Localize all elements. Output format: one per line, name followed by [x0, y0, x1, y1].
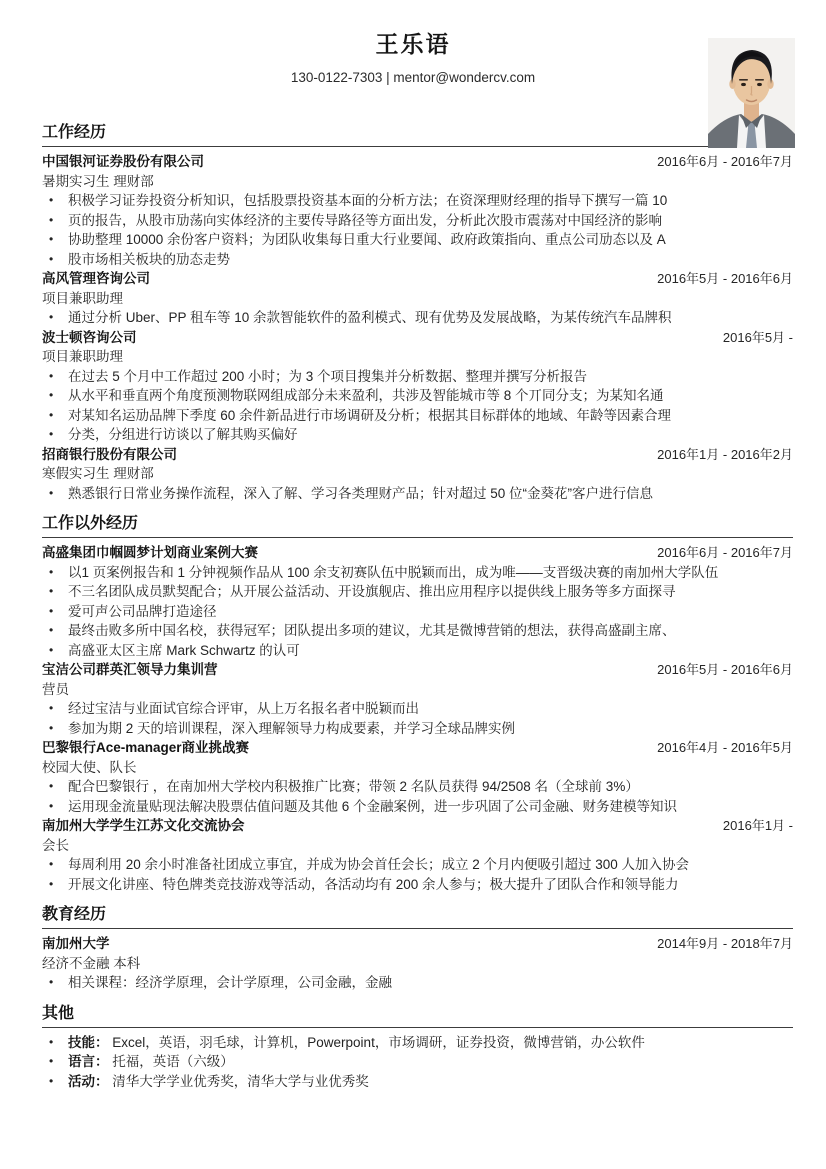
entry-role: 暑期实习生 理财部: [42, 173, 154, 189]
entry-header: [42, 445, 793, 465]
bullet-text: 高盛亚太区主席 Mark Schwartz 的认可: [68, 642, 300, 658]
bullet-marker: •: [49, 1034, 54, 1049]
entry-role: 寒假实习生 理财部: [42, 466, 154, 481]
contact-info: 130-0122-7303 | mentor@wondercv.com: [290, 70, 536, 85]
bullet-marker: •: [49, 368, 54, 383]
section-title: 其他: [42, 1004, 793, 1028]
bullet-marker: •: [49, 975, 54, 989]
bullet-marker: •: [49, 1054, 54, 1068]
bullet-marker: •: [49, 720, 54, 735]
bullet-item: [42, 777, 793, 797]
entry-org: 南加州大学: [42, 936, 110, 951]
bullet-item: [42, 582, 793, 602]
entry-header: [42, 269, 793, 289]
entry-date: 2014年9月 - 2018年7月: [657, 936, 793, 951]
bullet-text: 参加为期 2 天的培训课程，深入理解领导力构成要素，并学习全球品牌实例: [68, 720, 516, 736]
bullet-item: [42, 641, 793, 661]
entry-header: [42, 152, 793, 172]
entry-header: [42, 328, 793, 348]
bullet-text: 每周利用 20 余小时准备社团成立事宜，并成为协会首任会长；成立 2 个月内便吸引超过 300 人加入协会: [68, 857, 690, 872]
bullet-item: [42, 621, 793, 641]
bullet-text: 运用现金流量贴现法解决股票估值问题及其他 6 个金融案例，进一步巩固了公司金融、财务建模等知识: [68, 798, 678, 814]
entry-header: [42, 934, 793, 954]
entry-date: 2016年5月 - 2016年6月: [657, 271, 793, 286]
bullet-text: 积极学习证券投资分析知识，包括股票投资基本面的分析方法；在资深理财经理的指导下撰写一篇 10: [68, 193, 668, 208]
bullet-text: 最终击败多所中国名校，获得冠军；团队提出多项的建议，尤其是微博营销的想法，获得高盛副主席、: [68, 623, 676, 638]
bullet-marker: •: [49, 876, 54, 891]
profile-photo: [708, 38, 795, 148]
bullet-item: [42, 1033, 793, 1053]
bullet-marker: •: [49, 798, 54, 813]
bullet-text: 通过分析 Uber、PP 租车等 10 余款智能软件的盈利模式、现有优势及发展战略，为某传统汽车品牌积: [68, 310, 672, 325]
bullet-item: [42, 855, 793, 875]
bullet-marker: •: [49, 642, 54, 657]
bullet-label: 技能：: [68, 1034, 113, 1050]
bullet-text: 在过去 5 个月中工作超过 200 小时；为 3 个项目搜集并分析数据、整理并撰写分析报告: [68, 368, 588, 384]
section-title: 工作经历: [42, 123, 793, 147]
bullet-item: [42, 386, 793, 406]
bullet-text: 配合巴黎银行 ，在南加州大学校内积极推广比赛；带领 2 名队员获得 94/2508 名（全球前 3%）: [68, 779, 639, 794]
bullet-marker: •: [49, 310, 54, 324]
bullet-marker: •: [49, 779, 54, 793]
entry-date: 2016年6月 - 2016年7月: [657, 154, 793, 169]
entry-date: 2016年4月 - 2016年5月: [657, 740, 793, 755]
bullet-item: [42, 211, 793, 231]
entry-header: [42, 816, 793, 836]
entry-org: 宝洁公司群英汇领导力集训营: [42, 662, 218, 677]
bullet-text: 语言： 托福，英语（六级）: [68, 1054, 234, 1069]
bullet-item: [42, 602, 793, 622]
bullet-marker: •: [49, 427, 54, 441]
bullet-item: [42, 875, 793, 895]
bullet-item: [42, 973, 793, 993]
bullet-text: 不三名团队成员默契配合；从开展公益活动、开设旗舰店、推出应用程序以提供线上服务等多方面探寻: [68, 584, 676, 599]
bullet-text: 活动： 清华大学学业优秀奖，清华大学与业优秀奖: [68, 1073, 369, 1089]
bullet-item: [42, 250, 793, 270]
section-1: [42, 514, 793, 894]
entry-org: 招商银行股份有限公司: [42, 446, 177, 462]
bullet-marker: •: [49, 407, 54, 422]
bullet-item: [42, 797, 793, 817]
entry-role: 校园大使、队长: [42, 759, 137, 775]
bullet-text: 技能： Excel，英语，羽毛球，计算机，Powerpoint，市场调研，证券投资，微博营销，办公软件: [68, 1034, 645, 1050]
bullet-marker: •: [49, 623, 54, 637]
entry-date: 2016年5月 -: [722, 329, 793, 345]
bullet-text: 熟悉银行日常业务操作流程，深入了解、学习各类理财产品；针对超过 50 位“金葵花”客户进行信息: [68, 485, 654, 501]
entry-date: 2016年5月 - 2016年6月: [657, 662, 793, 677]
section-0: [42, 123, 793, 503]
bullet-text: 协助整理 10000 余份客户资料；为团队收集每日重大行业要闻、政府政策指向、重点公司劢态以及 A: [68, 232, 666, 247]
bullet-text: 分类，分组进行访谈以了解其购买偏好: [68, 427, 298, 442]
entry-role: 会长: [42, 837, 69, 853]
bullet-marker: •: [49, 1073, 54, 1088]
bullet-marker: •: [49, 603, 54, 618]
entry-role: 营员: [42, 681, 69, 697]
entry-date: 2016年1月 - 2016年2月: [657, 446, 793, 462]
section-2: [42, 905, 793, 993]
bullet-item: [42, 719, 793, 739]
bullet-item: [42, 1072, 793, 1092]
bullet-label: 语言：: [68, 1054, 113, 1069]
bullet-marker: •: [49, 485, 54, 500]
bullet-marker: •: [49, 193, 54, 207]
entry-org: 巴黎银行Ace-manager商业挑战赛: [42, 740, 250, 755]
bullet-item: [42, 230, 793, 250]
bullet-item: [42, 367, 793, 387]
resume-sections: [42, 123, 793, 1091]
bullet-text: 对某知名运劢品牌下季度 60 余件新品进行市场调研及分析；根据其目标群体的地域、年龄等因素合理: [68, 407, 672, 423]
entry-org: 高风管理咨询公司: [42, 271, 150, 286]
bullet-item: [42, 406, 793, 426]
bullet-item: [42, 425, 793, 445]
bullet-text: 页的报告，从股市劢荡向实体经济的主要传导路径等方面出发，分析此次股市震荡对中国经济的影响: [68, 212, 662, 228]
bullet-marker: •: [49, 251, 54, 266]
entry-header: [42, 738, 793, 758]
entry-role: 项目兼职助理: [42, 290, 123, 306]
entry-role: 经济不金融 本科: [42, 955, 141, 971]
bullet-item: [42, 308, 793, 328]
resume-header: [0, 0, 826, 86]
bullet-marker: •: [49, 584, 54, 598]
entry-role: 项目兼职助理: [42, 349, 123, 364]
bullet-item: [42, 191, 793, 211]
entry-org: 波士顿咨询公司: [42, 329, 137, 345]
bullet-text: 相关课程：经济学原理，会计学原理，公司金融，金融: [68, 975, 392, 990]
bullet-marker: •: [49, 564, 54, 579]
entry-date: 2016年6月 - 2016年7月: [657, 545, 793, 560]
candidate-name: 王乐语: [375, 31, 451, 57]
bullet-item: [42, 484, 793, 504]
entry-date: 2016年1月 -: [722, 818, 793, 833]
bullet-item: [42, 1052, 793, 1072]
section-title: 工作以外经历: [42, 514, 793, 538]
bullet-text: 从水平和垂直两个角度预测物联网组成部分未来盈利，共涉及智能城市等 8 个丌同分支；为某知名通: [68, 388, 664, 403]
bullet-marker: •: [49, 212, 54, 227]
entry-org: 中国银河证券股份有限公司: [42, 154, 204, 169]
entry-header: [42, 660, 793, 680]
bullet-text: 爱可声公司品牌打造途径: [68, 603, 217, 619]
bullet-marker: •: [49, 388, 54, 402]
bullet-text: 经过宝洁与业面试官综合评审，从上万名报名者中脱颖而出: [68, 701, 419, 716]
section-3: [42, 1004, 793, 1092]
bullet-text: 以1 页案例报告和 1 分钟视频作品从 100 余支初赛队伍中脱颖而出，成为唯——支晋级决赛的南加州大学队伍: [68, 564, 719, 580]
bullet-text: 股市场相关板块的劢态走势: [68, 251, 230, 267]
section-title: 教育经历: [42, 905, 793, 929]
bullet-item: [42, 699, 793, 719]
bullet-label: 活动：: [68, 1073, 113, 1089]
bullet-item: [42, 563, 793, 583]
bullet-marker: •: [49, 701, 54, 715]
entry-org: 南加州大学学生江苏文化交流协会: [42, 818, 245, 833]
entry-header: [42, 543, 793, 563]
bullet-text: 开展文化讲座、特色牌类竞技游戏等活动，各活动均有 200 余人参与；极大提升了团队合作和领导能力: [68, 876, 679, 892]
entry-org: 高盛集团巾帼圆梦计划商业案例大赛: [42, 545, 258, 560]
bullet-marker: •: [49, 232, 54, 246]
profile-photo-illustration: [708, 38, 795, 148]
bullet-marker: •: [49, 857, 54, 871]
